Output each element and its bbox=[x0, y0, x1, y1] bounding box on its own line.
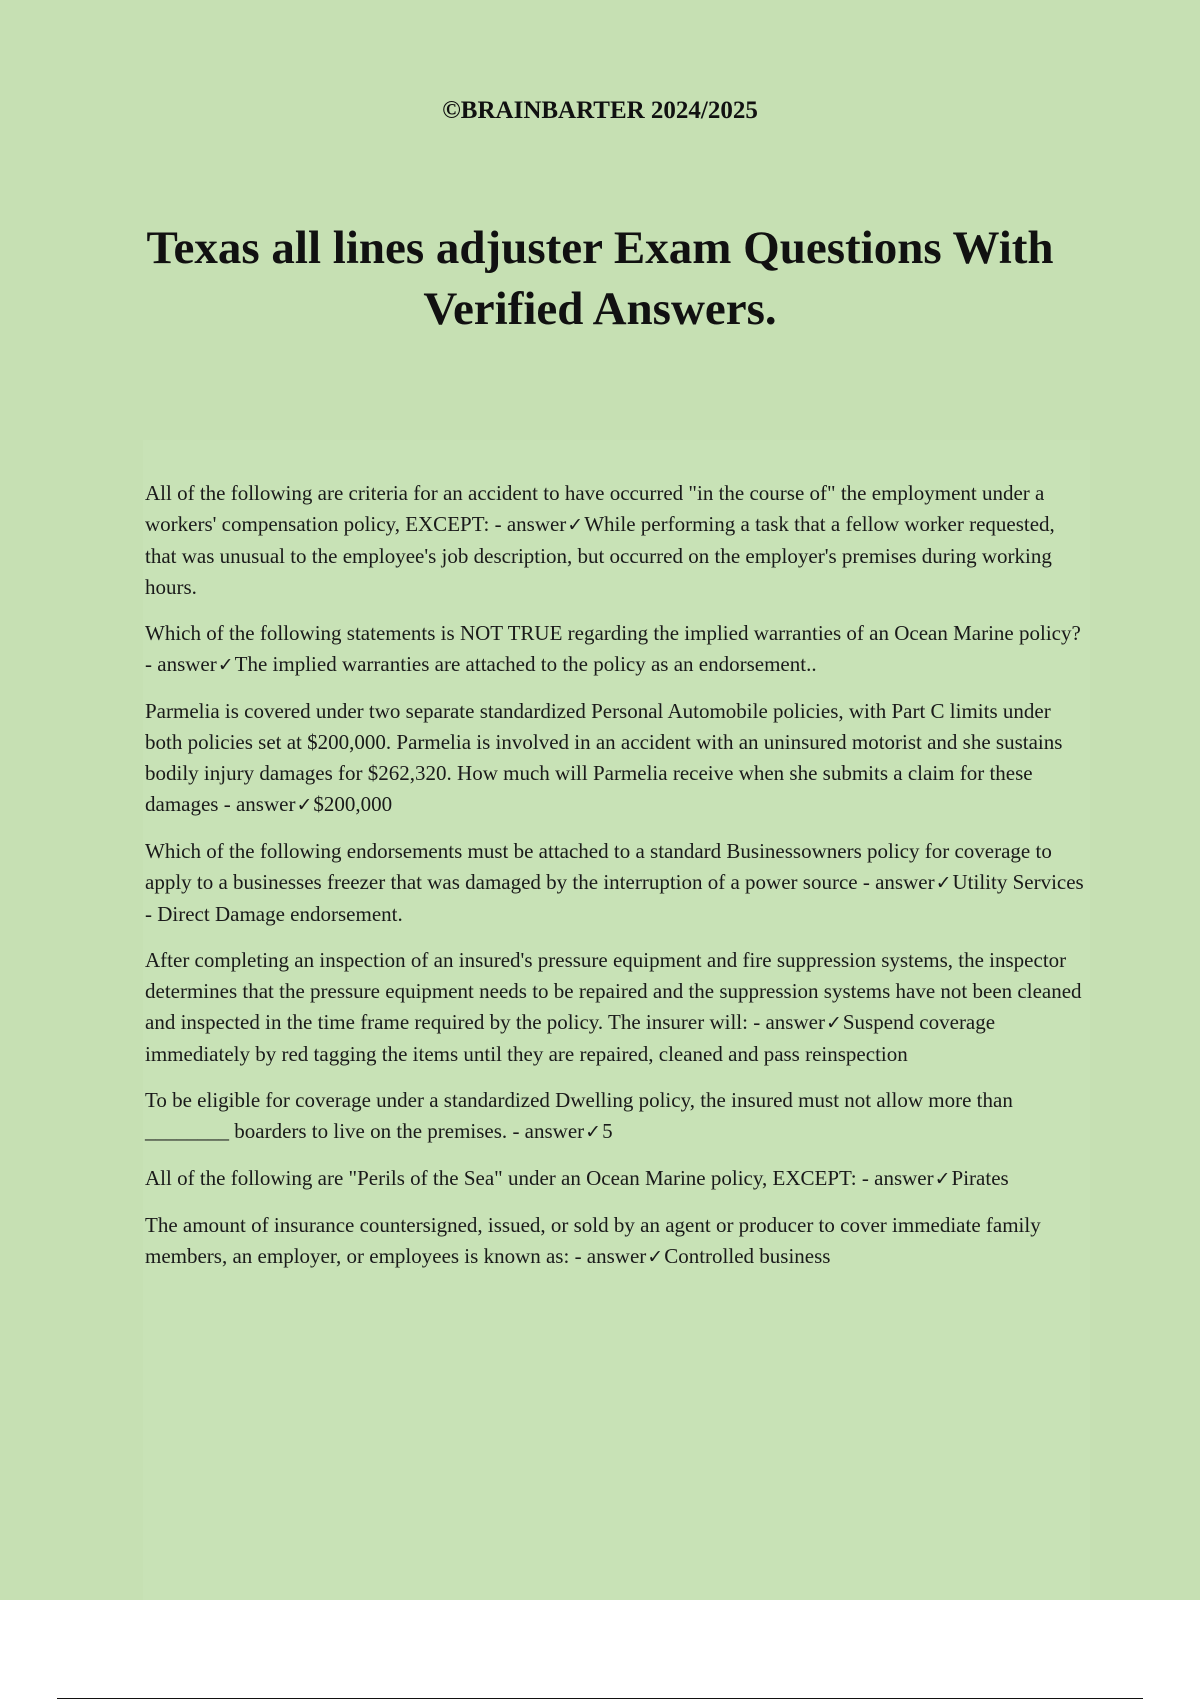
copyright-header: ©BRAINBARTER 2024/2025 bbox=[442, 97, 758, 124]
answer-separator: - answer bbox=[507, 1119, 585, 1143]
qa-item bbox=[145, 618, 1090, 681]
question-text: The amount of insurance countersigned, issued, or sold by an agent or producer to cover immediate family members, an employer, or employees is known as: bbox=[145, 1213, 1041, 1268]
answer-separator: - answer bbox=[569, 1244, 647, 1268]
answer-text: $200,000 bbox=[313, 792, 393, 816]
document-title: Texas all lines adjuster Exam Questions With Verified Answers. bbox=[146, 222, 1054, 335]
answer-text: Pirates bbox=[951, 1166, 1009, 1190]
check-mark-icon: ✓ bbox=[934, 1168, 951, 1190]
answer-separator: - answer bbox=[856, 1166, 934, 1190]
answer-separator: - answer bbox=[857, 870, 935, 894]
answer-text: The implied warranties are attached to the policy as an endorsement.. bbox=[234, 652, 817, 676]
qa-item bbox=[145, 1210, 1090, 1273]
answer-text: 5 bbox=[602, 1119, 613, 1143]
answer-separator: - answer bbox=[145, 652, 217, 676]
answer-text: Utility Services - Direct Damage endorsement. bbox=[145, 870, 1084, 926]
qa-item bbox=[145, 836, 1090, 930]
qa-item bbox=[145, 1163, 1090, 1195]
footer-divider bbox=[57, 1698, 1143, 1699]
qa-item bbox=[145, 696, 1090, 821]
check-mark-icon: ✓ bbox=[585, 1121, 602, 1143]
check-mark-icon: ✓ bbox=[647, 1246, 664, 1268]
answer-separator: - answer bbox=[218, 792, 296, 816]
question-text: All of the following are criteria for an accident to have occurred "in the course of" the employment under a workers' compensation policy, EXCEPT: bbox=[145, 481, 1045, 536]
qa-item bbox=[145, 945, 1090, 1070]
qa-item bbox=[145, 478, 1090, 603]
qa-item bbox=[145, 1085, 1090, 1148]
check-mark-icon: ✓ bbox=[825, 1012, 842, 1034]
qa-list bbox=[145, 478, 1090, 1288]
check-mark-icon: ✓ bbox=[935, 872, 952, 894]
check-mark-icon: ✓ bbox=[296, 794, 313, 816]
answer-separator: - answer bbox=[747, 1010, 825, 1034]
question-text: After completing an inspection of an insured's pressure equipment and fire suppression systems, the inspector determines that the pressure equipment needs to be repaired and the suppression systems have not been cleaned and inspected in the time frame required by the policy. The insurer will: bbox=[145, 948, 1082, 1034]
answer-separator: - answer bbox=[489, 512, 567, 536]
question-text: Which of the following endorsements must be attached to a standard Businessowners policy for coverage to apply to a businesses freezer that was damaged by the interruption of a power source bbox=[145, 839, 1052, 894]
question-text: To be eligible for coverage under a standardized Dwelling policy, the insured must not allow more than ________ boarders to live on the premises. bbox=[145, 1088, 1013, 1143]
question-text: Which of the following statements is NOT TRUE regarding the implied warranties of an Ocean Marine policy? bbox=[145, 621, 1081, 645]
check-mark-icon: ✓ bbox=[567, 514, 584, 536]
question-text: All of the following are "Perils of the Sea" under an Ocean Marine policy, EXCEPT: bbox=[145, 1166, 857, 1190]
check-mark-icon: ✓ bbox=[217, 654, 234, 676]
answer-text: Controlled business bbox=[664, 1244, 831, 1268]
question-text: Parmelia is covered under two separate standardized Personal Automobile policies, with Part C limits under both policies set at $200,000. Parmelia is involved in an accident with an uninsured motorist and she sustains bodily injury damages for $262,320. How much will Parmelia receive when she submits a claim for these damages bbox=[145, 699, 1063, 816]
answer-text: While performing a task that a fellow worker requested, that was unusual to the employee's job description, but occurred on the employer's premises during working hours. bbox=[145, 512, 1055, 599]
answer-text: Suspend coverage immediately by red tagging the items until they are repaired, cleaned and pass reinspection bbox=[145, 1010, 996, 1066]
